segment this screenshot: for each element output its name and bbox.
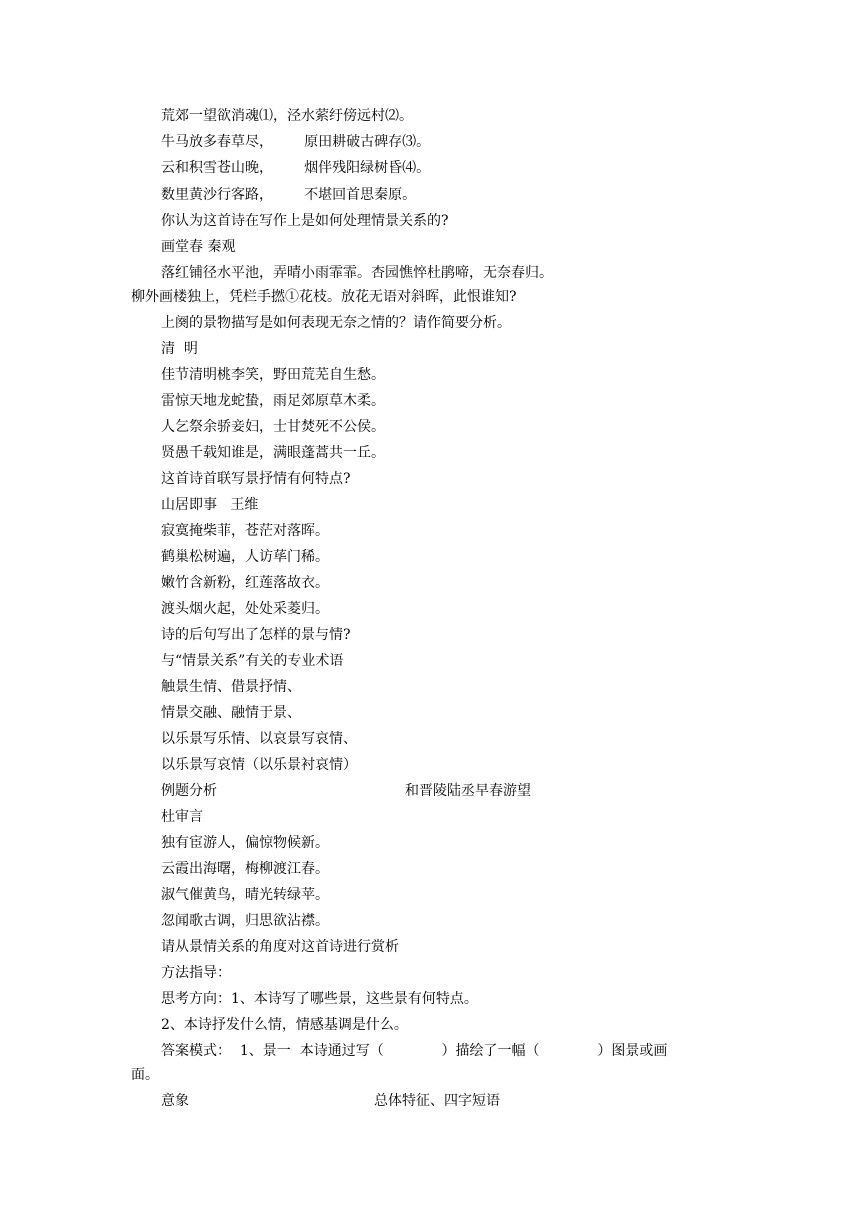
example-question: 请从景情关系的角度对这首诗进行赏析: [161, 939, 399, 955]
poem4-title: 山居即事 王维: [161, 497, 259, 513]
poem4-line-4: 渡头烟火起，处处采菱归。: [161, 601, 329, 617]
answer-pattern-wrap: 面。: [131, 1067, 159, 1083]
poem2-line-1: 落红铺径水平池，弄晴小雨霏霏。杏园憔悴杜鹃啼，无奈春归。: [161, 265, 553, 281]
poem3-line-3: 人乞祭余骄妾妇，士甘焚死不公侯。: [161, 419, 385, 435]
question-1: 你认为这首诗在写作上是如何处理情景关系的?: [161, 213, 449, 229]
term-line-1: 触景生情、借景抒情、: [161, 679, 301, 695]
question-3: 这首诗首联写景抒情有何特点?: [161, 471, 351, 487]
method-heading: 方法指导：: [161, 965, 231, 981]
example-author: 杜审言: [161, 809, 203, 825]
imagery-label: 意象: [161, 1093, 189, 1109]
feature-note: 总体特征、四字短语: [374, 1093, 500, 1109]
poem1-line-1: 荒郊一望欲消魂⑴，泾水萦纡傍远村⑵。: [161, 108, 413, 124]
poem4-line-1: 寂寞掩柴菲，苍茫对落晖。: [161, 523, 329, 539]
example-poem-title: 和晋陵陆丞早春游望: [405, 783, 531, 799]
poem1-line-4: 数里黄沙行客路， 不堪回首思秦原。: [161, 187, 417, 203]
question-2: 上阕的景物描写是如何表现无奈之情的？请作简要分析。: [161, 315, 511, 331]
example-line-2: 云霞出海曙，梅柳渡江春。: [161, 861, 329, 877]
example-line-1: 独有宦游人，偏惊物候新。: [161, 835, 329, 851]
term-line-2: 情景交融、融情于景、: [161, 705, 301, 721]
term-line-3: 以乐景写乐情、以哀景写哀情、: [161, 731, 357, 747]
terms-heading: 与“情景关系”有关的专业术语: [161, 653, 344, 669]
poem1-line-3: 云和积雪苍山晚， 烟伴残阳绿树昏⑷。: [161, 160, 431, 176]
poem3-line-1: 佳节清明桃李笑，野田荒芜自生愁。: [161, 367, 385, 383]
poem4-line-3: 嫩竹含新粉，红莲落故衣。: [161, 575, 329, 591]
example-label: 例题分析: [161, 783, 217, 799]
poem3-line-2: 雷惊天地龙蛇蛰，雨足郊原草木柔。: [161, 393, 385, 409]
poem3-line-4: 贤愚千载知谁是，满眼蓬蒿共一丘。: [161, 445, 385, 461]
answer-pattern: 答案模式： 1、景一 本诗通过写（ ）描绘了一幅（ ）图景或画: [161, 1043, 668, 1059]
example-line-4: 忽闻歌古调，归思欲沾襟。: [161, 913, 329, 929]
poem2-title: 画堂春 秦观: [161, 239, 236, 255]
poem1-line-2: 牛马放多春草尽， 原田耕破古碑存⑶。: [161, 134, 431, 150]
poem4-line-2: 鹤巢松树遍，人访荜门稀。: [161, 549, 329, 565]
term-line-4: 以乐景写哀情（以乐景衬哀情）: [161, 757, 357, 773]
method-line-2: 2、本诗抒发什么情，情感基调是什么。: [161, 1017, 408, 1033]
poem3-title: 清 明: [161, 341, 198, 357]
example-line-3: 淑气催黄鸟，晴光转绿苹。: [161, 887, 329, 903]
method-line-1: 思考方向：1、本诗写了哪些景，这些景有何特点。: [161, 991, 478, 1007]
poem2-line-2: 柳外画楼独上，凭栏手撚①花枝。放花无语对斜晖，此恨谁知?: [131, 289, 517, 305]
question-4: 诗的后句写出了怎样的景与情?: [161, 627, 351, 643]
